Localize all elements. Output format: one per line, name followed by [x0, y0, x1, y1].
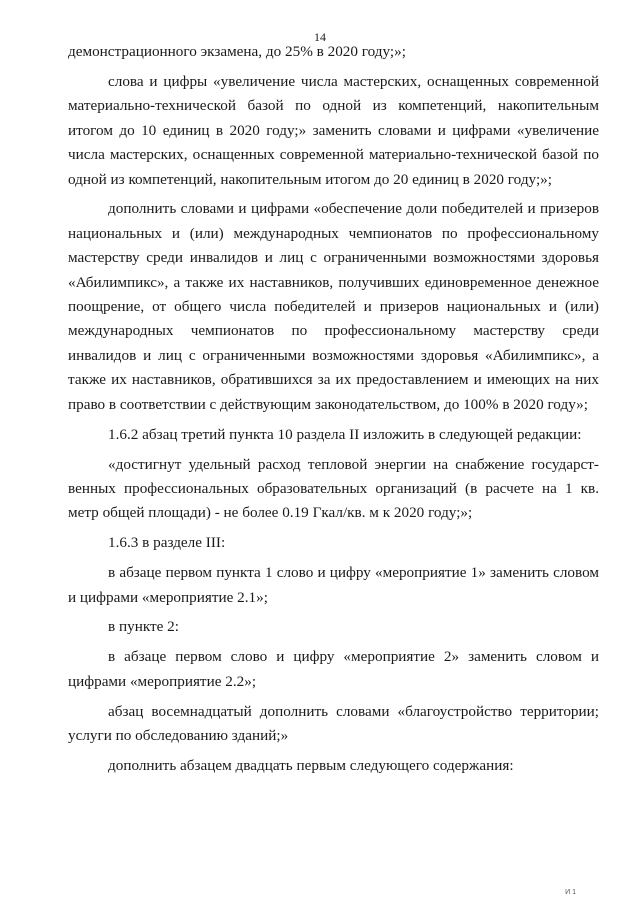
paragraph-1-6-3: 1.6.3 в разделе III:	[108, 534, 226, 552]
page-number: 14	[314, 30, 326, 44]
paragraph-workshops-replacement: слова и цифры «увеличение числа мастерских, оснащенных современной материально-технической базой по одной из компетенций, накопительным итогом до 10 единиц в 2020 году;» заменить словами и цифрами «увеличение числа мастерских, оснащенных современной материально-технической базой по одной из компетенций, накопительным итогом до 20 единиц в 2020 году;»;	[68, 72, 599, 188]
paragraph-abilympics-addition: дополнить словами и цифрами «обеспечение доли победителей и призеров национальных и (или) международных чемпионатов по профессиональному мастерству среди инвалидов и лиц с ограниченными возможностями здоровья «Абилимпикс», а также их наставников, получивших единовременное денежное поощрение, от общего числа победителей и призеров национальных и (или) международных чемпионатов по профессиональному мастерству среди инвалидов и лиц с ограниченными возможностями здоровья «Абилимпикс», а также их наставников, обратившихся за их предоставлением и имеющих на них право в соответствии с действующим законодательством, до 100% в 2020 году»;	[68, 200, 599, 413]
paragraph-1-6-2: 1.6.2 абзац третий пункта 10 раздела II изложить в следующей редакции:	[108, 425, 582, 443]
paragraph-item-2-replacement: в абзаце первом слово и цифру «мероприятие 2» заменить словом и цифрами «мероприятие 2.2»;	[68, 648, 599, 690]
paragraph-item-1-replacement: в абзаце первом пункта 1 слово и цифру «мероприятие 1» заменить словом и цифрами «мероприятие 2.1»;	[68, 564, 599, 606]
paragraph-heat-energy: «достигнут удельный расход тепловой энергии на снабжение государст-венных профессиональных образовательных организаций (в расчете на 1 кв. метр общей площади) - не более 0.19 Гкал/кв. м к 2020 году;»;	[68, 455, 599, 522]
footer-mark: И 1	[565, 889, 576, 896]
paragraph-continuation: демонстрационного экзамена, до 25% в 2020 году;»;	[68, 43, 406, 60]
paragraph-eighteenth-addition: абзац восемнадцатый дополнить словами «благоустройство территории; услуги по обследованию зданий;»	[68, 702, 599, 745]
paragraph-item-2: в пункте 2:	[108, 618, 179, 636]
paragraph-twenty-first-addition: дополнить абзацем двадцать первым следующего содержания:	[108, 756, 514, 774]
document-body	[68, 40, 599, 784]
